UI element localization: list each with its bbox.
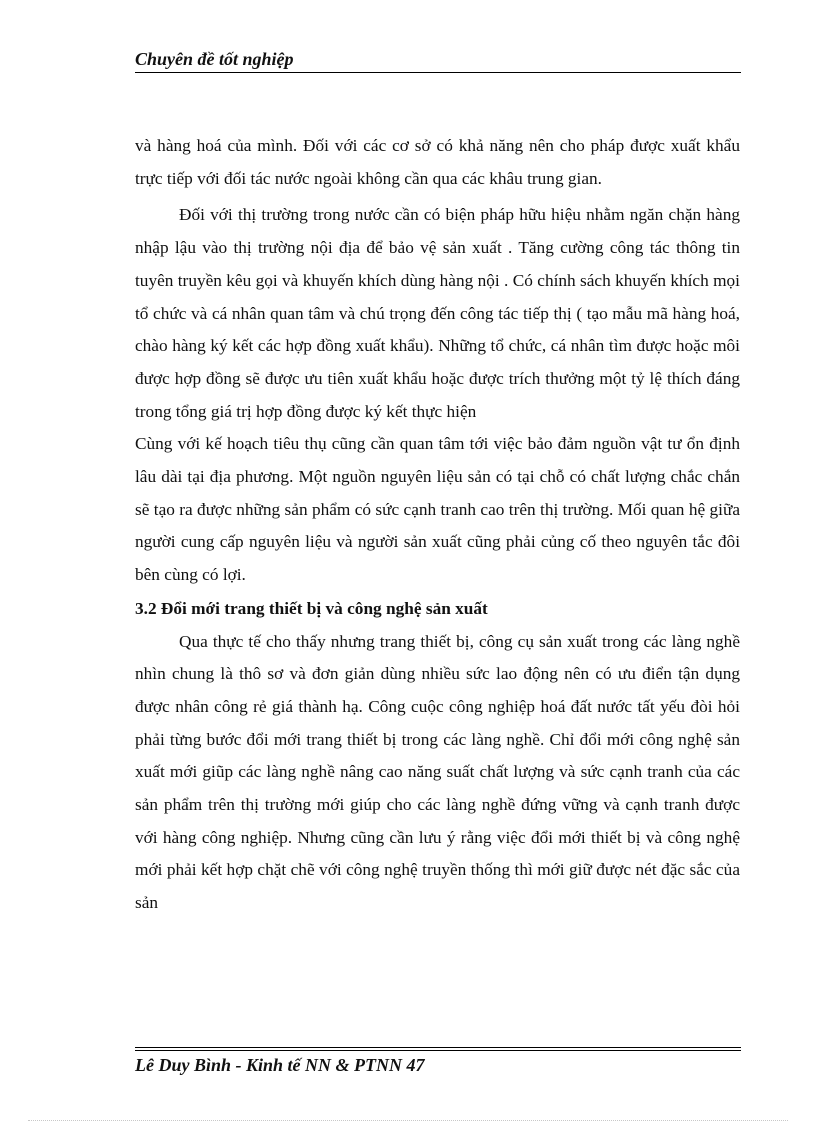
page-edge-divider: [28, 1120, 788, 1121]
header-rule: [135, 72, 741, 73]
header-title: Chuyên đề tốt nghiệp: [135, 49, 294, 69]
paragraph-domestic-market: Đối với thị trường trong nước cần có biện pháp hữu hiệu nhằm ngăn chặn hàng nhập lậu vào thị trường nội địa để bảo vệ sản xuất . Tăng cường công tác thông tin tuyên truyền kêu gọi và khuyến khích dùng hàng nội . Có chính sách khuyến khích mọi tổ chức và cá nhân quan tâm và chú trọng đến công tác tiếp thị ( tạo mẫu mã hàng hoá, chào hàng ký kết các hợp đồng xuất khẩu). Những tổ chức, cá nhân tìm được hoặc môi được hợp đồng sẽ được ưu tiên xuất khẩu hoặc được trích thưởng một tỷ lệ thích đáng trong tổng giá trị hợp đồng được ký kết thực hiện: [135, 205, 740, 421]
page-footer: [135, 1047, 741, 1076]
paragraph-continuation: và hàng hoá của mình. Đối với các cơ sở có khả năng nên cho pháp được xuất khẩu trực tiếp với đối tác nước ngoài không cần qua các khâu trung gian.: [135, 136, 740, 188]
footer-rule-thick: [135, 1047, 741, 1048]
paragraph-technology: Qua thực tế cho thấy nhưng trang thiết bị, công cụ sản xuất trong các làng nghề nhìn chung là thô sơ và đơn giản dùng nhiều sức lao động nên có ưu điển tận dụng được nhân công rẻ giá thành hạ. Công cuộc công nghiệp hoá đất nước tất yếu đòi hỏi phải từng bước đổi mới trang thiết bị trong các làng nghề. Chỉ đổi mới công nghệ sản xuất mới giũp các làng nghề nâng cao năng suất chất lượng và sức cạnh tranh của các sản phẩm trên thị trường mới giúp cho các làng nghề đứng vững và cạnh tranh được với hàng công nghiệp. Nhưng cũng cần lưu ý rằng việc đổi mới thiết bị và công nghệ mới phải kết hợp chặt chẽ với công nghệ truyền thống thì mới giữ được nét đặc sắc của sản: [135, 631, 740, 913]
section-heading: 3.2 Đổi mới trang thiết bị và công nghệ sản xuất: [135, 598, 488, 618]
body-text: [135, 130, 740, 920]
paragraph-materials: Cùng với kế hoạch tiêu thụ cũng cần quan tâm tới việc bảo đảm nguồn vật tư ổn định lâu dài tại địa phương. Một nguồn nguyên liệu sản có tại chỗ có chất lượng chắc chắn sẽ tạo ra được những sản phẩm có sức cạnh tranh cao trên thị trường. Mối quan hệ giữa người cung cấp nguyên liệu và người sản xuất cũng phải củng cố theo nguyên tắc đôi bên cùng có lợi.: [135, 434, 740, 585]
footer-rule-thin: [135, 1050, 741, 1051]
page-header: [135, 48, 741, 73]
footer-author: Lê Duy Bình - Kinh tế NN & PTNN 47: [135, 1055, 425, 1075]
